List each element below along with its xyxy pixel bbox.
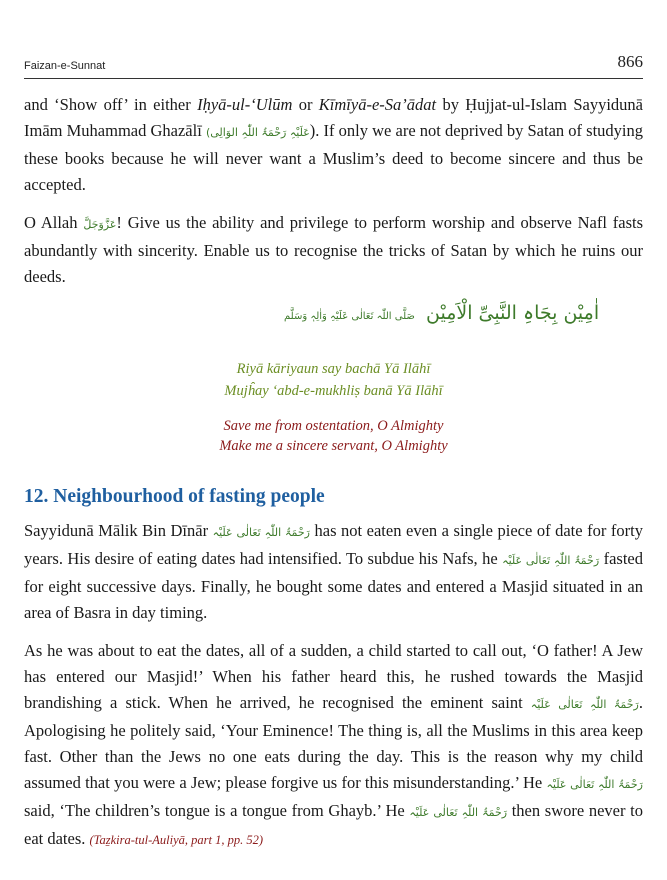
- dua-line: [24, 302, 643, 324]
- dua-text: اٰمِیْن بِجَاہِ النَّبِیِّ الْاَمِیْن: [426, 302, 600, 324]
- text: said, ‘The children’s tongue is a tongue from Ghayb.’ He: [24, 801, 410, 820]
- page-number: 866: [617, 52, 643, 71]
- poem-transliteration-line-1: Riyā kāriyaun say bachā Yā Ilāhī: [236, 361, 431, 377]
- text: fasted for eight successive days. Finally, he bought some dates and entered a Masjid situated in an area of Basra in day timing.: [24, 549, 643, 622]
- poem-transliteration-line-2: Mujĥay ‘abd-e-mukhliṣ banā Yā Ilāhī: [224, 383, 443, 399]
- text: by Ḥujjat-ul-Islam Sayyidunā Imām Muhammad Ghazālī: [24, 95, 643, 140]
- arabic-honorific: رَحْمَۃُ اللّٰہِ تَعَالٰی عَلَیْہ: [212, 526, 310, 539]
- book-title-ihya: Iḥyā-ul-‘Ulūm: [197, 95, 293, 114]
- text: As he was about to eat the dates, all of a sudden, a child started to call out, ‘O father! A Jew has entered our Masjid!’ When his father heard this, he rushed towards the Masjid brandishing a stick. When he arrived, he recognised the eminent saint: [24, 641, 643, 712]
- text: or: [292, 95, 319, 114]
- paragraph-2: [24, 210, 643, 290]
- text: ! Give us the ability and privilege to perform worship and observe Nafl fasts abundantly with sincerity. Enable us to recognise the tricks of Satan by which he ruins our deeds.: [24, 213, 643, 286]
- text: then swore never to eat dates.: [24, 801, 643, 848]
- text: . Apologising he politely said, ‘Your Eminence! The thing is, all the Muslims in this area keep fast. Other than the Jews no one eats during the day. This is the reason why my child assumed that you were a Jew; please forgive us for this misunderstanding.’ He: [24, 693, 643, 792]
- running-title: Faizan-e-Sunnat: [24, 60, 106, 72]
- arabic-honorific: عَزَّوَجَلَّ: [83, 218, 117, 231]
- paragraph-1: [24, 92, 643, 198]
- text: Sayyidunā Mālik Bin Dīnār: [24, 521, 213, 540]
- arabic-honorific: رَحْمَۃُ اللّٰہِ تَعَالٰی عَلَیْہ: [502, 554, 600, 567]
- text: has not eaten even a single piece of date for forty years. His desire of eating dates had intensified. To subdue his Nafs, he: [24, 521, 643, 568]
- text: ). If only we are not deprived by Satan of studying these books because he will never want a Muslim’s deed to become sincere and thus be accepted.: [24, 121, 643, 194]
- section-heading: 12. Neighbourhood of fasting people: [24, 486, 325, 507]
- poem-block: [24, 358, 643, 456]
- arabic-honorific: رَحْمَۃُ اللّٰہِ تَعَالٰی عَلَیْہ: [409, 806, 508, 819]
- arabic-honorific: رَحْمَۃُ اللّٰہِ تَعَالٰی عَلَیْہ: [546, 778, 643, 791]
- book-title-kimiya: Kīmīyā-e-Sa’ādat: [318, 95, 437, 114]
- paragraph-4: [24, 638, 643, 853]
- poem-english-line-1: Save me from ostentation, O Almighty: [223, 418, 444, 434]
- salutation-text: صَلَّی اللّٰہ تَعَالٰی عَلَیْہِ وَاٰلِہٖ وَسَلَّم: [284, 311, 415, 322]
- citation: (Taẕkira-tul-Auliyā, part 1, pp. 52): [89, 833, 264, 847]
- arabic-honorific: (عَلَیْہِ رَحْمَۃُ اللّٰہِ الوَالِی: [205, 126, 310, 139]
- arabic-honorific: رَحْمَۃُ اللّٰہِ تَعَالٰی عَلَیْہ: [530, 698, 639, 711]
- poem-english-line-2: Make me a sincere servant, O Almighty: [219, 438, 448, 454]
- page-content: [24, 92, 643, 865]
- paragraph-3: [24, 518, 643, 626]
- text: and ‘Show off’ in either: [24, 95, 198, 114]
- page-header: [24, 52, 643, 79]
- text: O Allah: [24, 213, 84, 232]
